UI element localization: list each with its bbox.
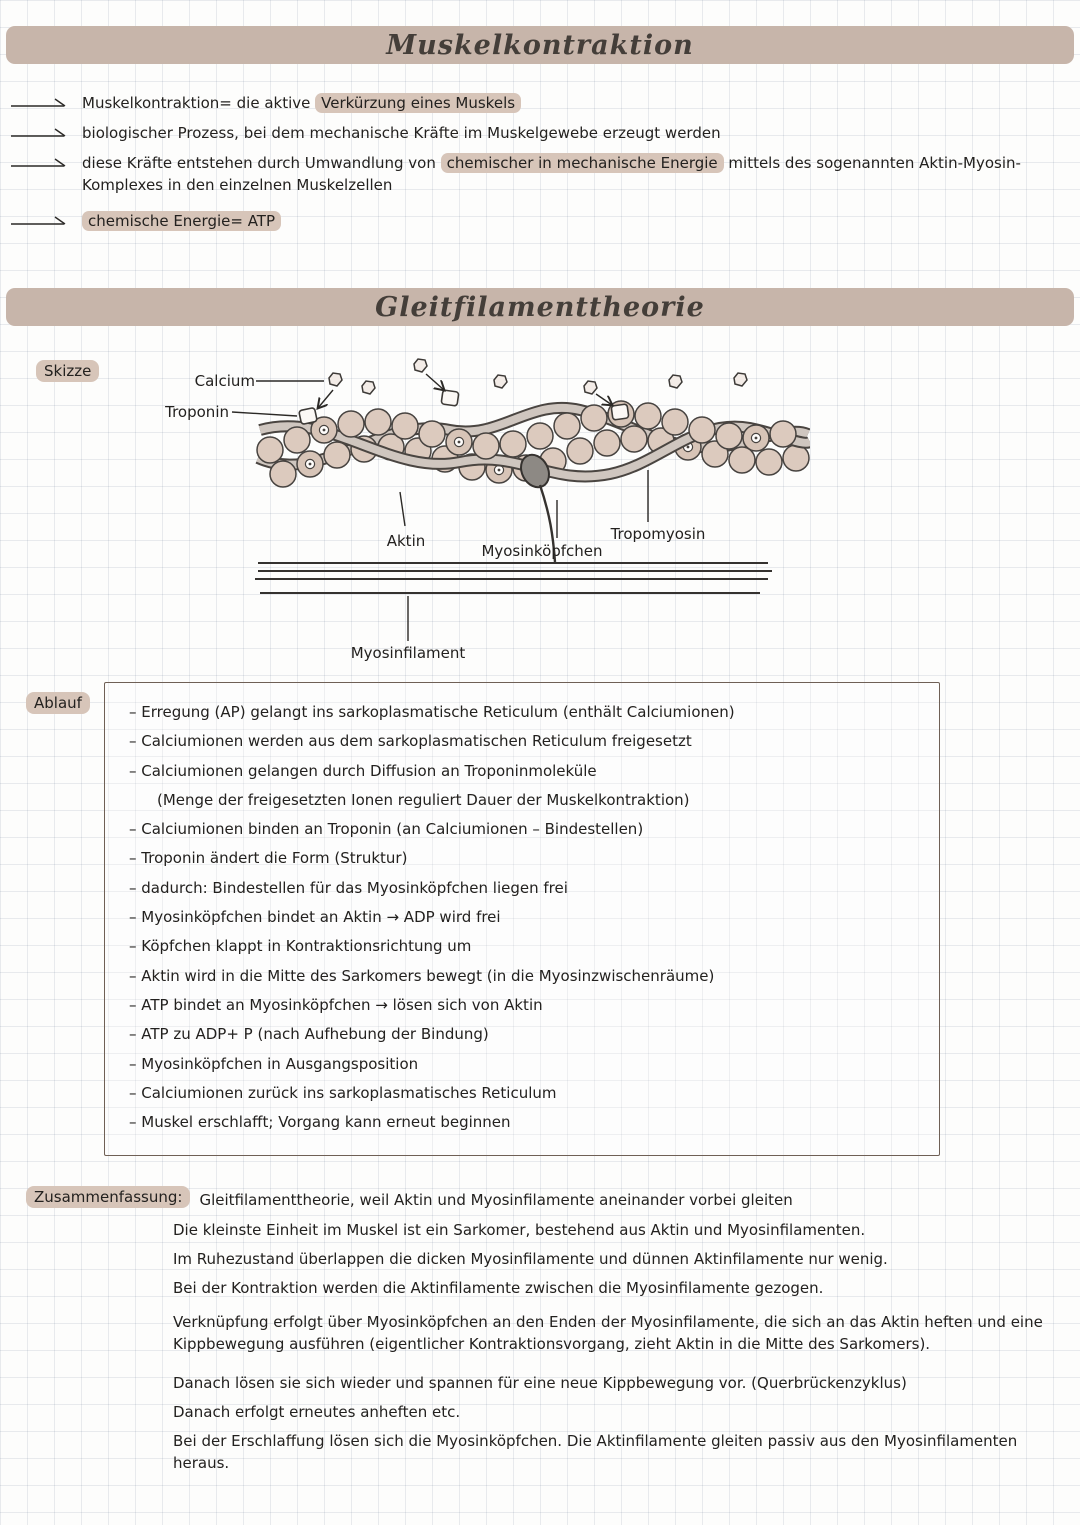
summary-first-row: [26, 1186, 1044, 1212]
ablauf-label: Ablauf: [26, 692, 90, 714]
summary-section: [26, 1186, 1044, 1474]
bullet-item: [10, 122, 1050, 144]
ablauf-step: – Myosinköpfchen bindet an Aktin → ADP wird frei: [129, 908, 501, 927]
bullet-text: [82, 122, 721, 144]
summary-line: Bei der Erschlaffung lösen sich die Myosinköpfchen. Die Aktinfilamente gleiten passiv aus den Myosinfilamenten heraus.: [173, 1432, 1018, 1472]
ablauf-step: – Calciumionen zurück ins sarkoplasmatisches Reticulum: [129, 1083, 557, 1102]
ablauf-step: – Muskel erschlafft; Vorgang kann erneut beginnen: [129, 1113, 511, 1132]
myosin-filament: [255, 563, 772, 593]
summary-line: Im Ruhezustand überlappen die dicken Myosinfilamente und dünnen Aktinfilamente nur wenig.: [173, 1250, 888, 1268]
bullet-item: [10, 92, 1050, 114]
bullet-item: [10, 152, 1050, 196]
section-title: Gleitfilamenttheorie: [375, 291, 705, 323]
ablauf-step: – Köpfchen klappt in Kontraktionsrichtung um: [129, 937, 472, 956]
highlight-text: Verkürzung eines Muskels: [315, 93, 521, 113]
ablauf-step: – Calciumionen werden aus dem sarkoplasmatischen Reticulum freigesetzt: [129, 732, 692, 751]
bullet-item: [10, 210, 1050, 232]
summary-line: Gleitfilamenttheorie, weil Aktin und Myosinfilamente aneinander vorbei gleiten: [199, 1191, 793, 1209]
arrow-icon: [10, 97, 72, 109]
bullet-text: [82, 152, 1050, 196]
bullet-pre: biologischer Prozess, bei dem mechanische Kräfte im Muskelgewebe erzeugt werden: [82, 124, 721, 142]
label-myosinfilament: Myosinfilament: [350, 644, 466, 662]
ablauf-step: – Myosinköpfchen in Ausgangsposition: [129, 1054, 419, 1073]
ablauf-step: – Troponin ändert die Form (Struktur): [129, 849, 408, 868]
highlight-text: chemischer in mechanische Energie: [441, 153, 724, 173]
ablauf-step: – Calciumionen binden an Troponin (an Calciumionen – Bindestellen): [129, 820, 644, 839]
ablauf-step: (Menge der freigesetzten Ionen reguliert Dauer der Muskelkontraktion): [157, 790, 690, 809]
section-header-muskelkontraktion: [6, 26, 1074, 64]
arrow-icon: [10, 215, 72, 227]
muscle-sketch-diagram: [150, 350, 810, 662]
label-myosinkoepfchen: Myosinköpfchen: [481, 542, 603, 560]
label-calcium: Calcium: [194, 372, 255, 390]
ablauf-step: – Calciumionen gelangen durch Diffusion an Troponinmoleküle: [129, 761, 597, 780]
label-troponin: Troponin: [165, 403, 229, 421]
arrow-icon: [10, 127, 72, 139]
bullet-text: [82, 210, 281, 232]
ablauf-step: – ATP zu ADP+ P (nach Aufhebung der Bindung): [129, 1025, 489, 1044]
calcium-ions: [329, 359, 747, 394]
summary-line: Bei der Kontraktion werden die Aktinfilamente zwischen die Myosinfilamente gezogen.: [173, 1279, 824, 1297]
ablauf-step: – ATP bindet an Myosinköpfchen → lösen sich von Aktin: [129, 995, 543, 1014]
highlight-text: chemische Energie= ATP: [82, 211, 281, 231]
ablauf-box: [104, 682, 940, 1156]
label-aktin: Aktin: [386, 532, 426, 550]
skizze-label: Skizze: [36, 360, 99, 382]
page-title: Muskelkontraktion: [386, 29, 694, 61]
ablauf-step: – Aktin wird in die Mitte des Sarkomers bewegt (in die Myosinzwischenräume): [129, 966, 715, 985]
arrow-icon: [10, 157, 72, 169]
summary-line: Die kleinste Einheit im Muskel ist ein Sarkomer, bestehend aus Aktin und Myosinfilamenten.: [173, 1221, 866, 1239]
bullet-post: mittels des sogenannten Aktin-Myosin-Komplexes in den einzelnen Muskelzellen: [82, 154, 1021, 194]
summary-line: Verknüpfung erfolgt über Myosinköpfchen an den Enden der Myosinfilamente, die sich an das Aktin heften und eine Kippbewegung ausführen (eigentlicher Kontraktionsvorgang, zieht Aktin in die Mitte des Sarkomers).: [173, 1313, 1043, 1353]
label-tropomyosin: Tropomyosin: [610, 525, 706, 543]
summary-label: Zusammenfassung:: [26, 1186, 190, 1208]
bullet-text: [82, 92, 521, 114]
summary-line: Danach erfolgt erneutes anheften etc.: [173, 1403, 461, 1421]
intro-bullets: [10, 92, 1050, 240]
bullet-pre: Muskelkontraktion= die aktive: [82, 94, 316, 112]
bullet-pre: diese Kräfte entstehen durch Umwandlung von: [82, 154, 441, 172]
summary-line: Danach lösen sie sich wieder und spannen für eine neue Kippbewegung vor. (Querbrückenzyklus): [173, 1374, 907, 1392]
ablauf-step: – dadurch: Bindestellen für das Myosinköpfchen liegen frei: [129, 878, 568, 897]
section-header-gleitfilamenttheorie: [6, 288, 1074, 326]
ablauf-step: – Erregung (AP) gelangt ins sarkoplasmatische Reticulum (enthält Calciumionen): [129, 703, 735, 721]
